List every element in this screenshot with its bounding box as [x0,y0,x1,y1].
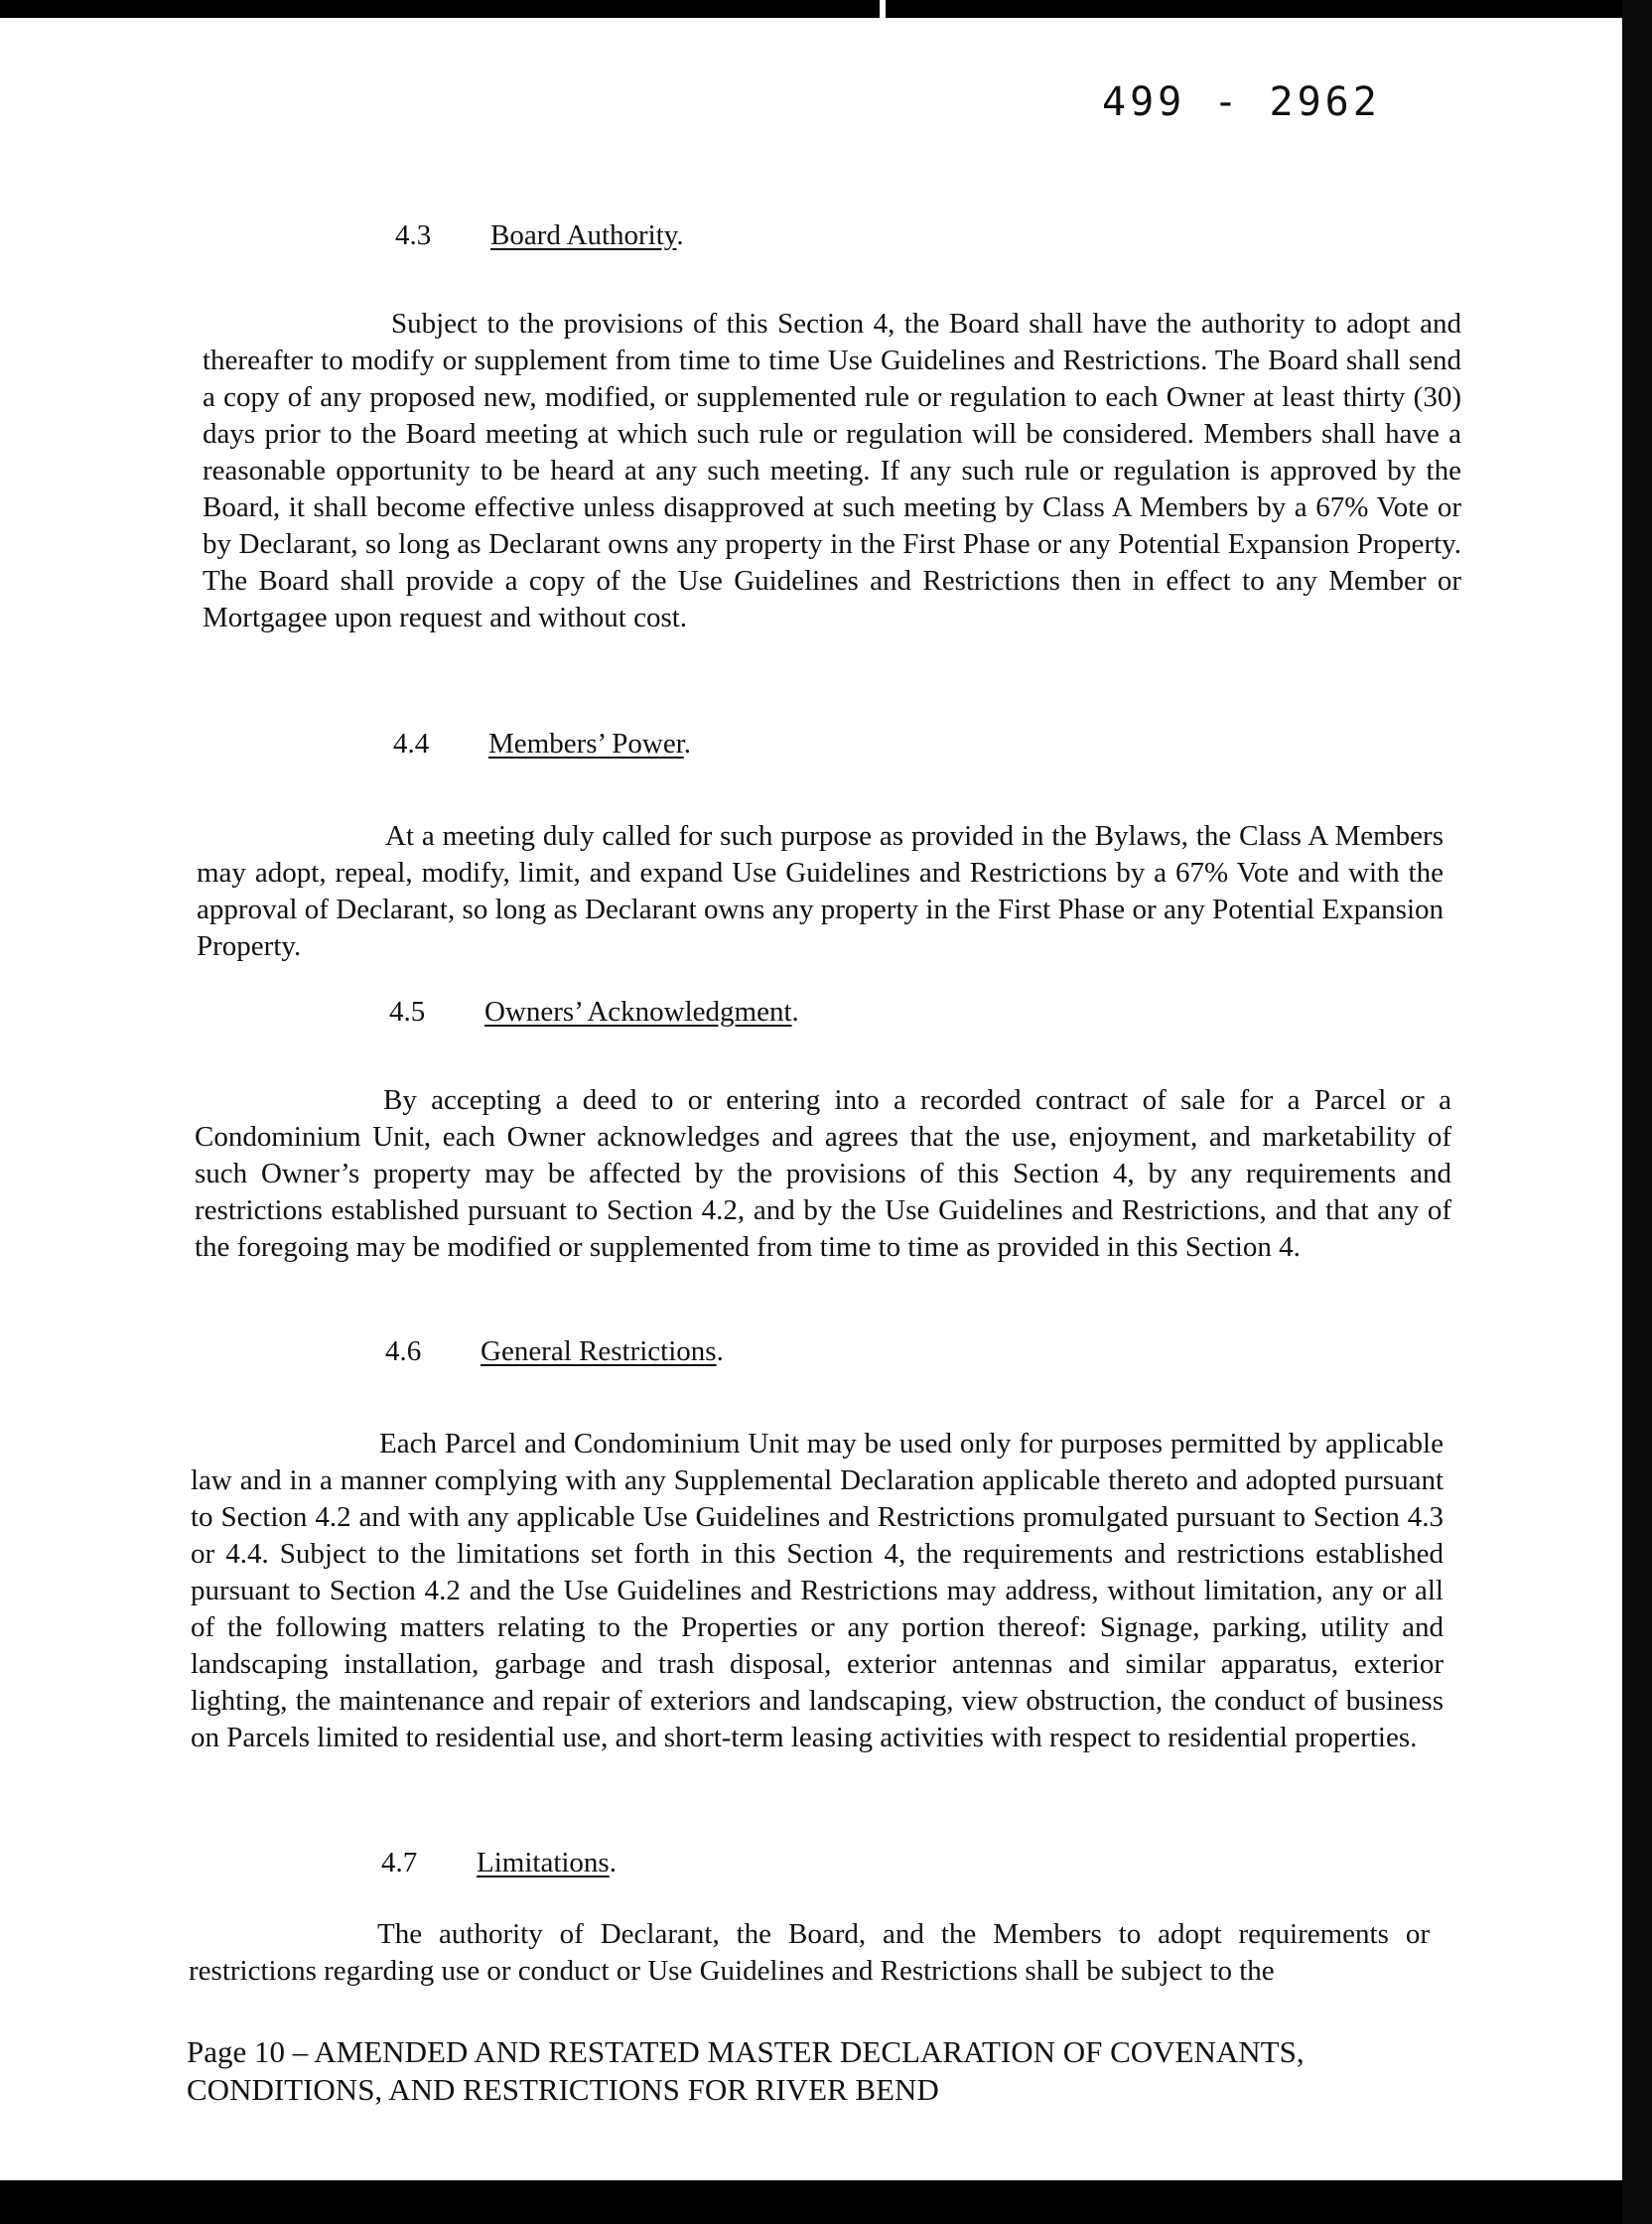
section-text: Each Parcel and Condominium Unit may be used only for purposes permitted by applicable law and in a manner complying with any Supplemental Declaration applicable thereto and adopted pursuant to Section 4.2 and with any applicable Use Guidelines and Restrictions promulgated pursuant to Section 4.3 or 4.4. Subject to the limitations set forth in this Section 4, the requirements and restrictions established pursuant to Section 4.2 and the Use Guidelines and Restrictions may address, without limitation, any or all of the following matters relating to the Properties or any portion thereof: Signage, parking, utility and landscaping installation, garbage and trash disposal, exterior antennas and similar apparatus, exterior lighting, the maintenance and repair of exteriors and landscaping, view obstruction, the conduct of business on Parcels limited to residential use, and short-term leasing activities with respect to residential properties. [191,1428,1444,1753]
section-text: Subject to the provisions of this Section 4, the Board shall have the authority to adopt and thereafter to modify or supplement from time to time Use Guidelines and Restrictions. The Board shall send a copy of any proposed new, modified, or supplemented rule or regulation to each Owner at least thirty (30) days prior to the Board meeting at which such rule or regulation will be considered. Members shall have a reasonable opportunity to be heard at any such meeting. If any such rule or regulation is approved by the Board, it shall become effective unless disapproved at such meeting by Class A Members by a 67% Vote or by Declarant, so long as Declarant owns any property in the First Phase or any Potential Expansion Property. The Board shall provide a copy of the Use Guidelines and Restrictions then in effect to any Member or Mortgagee upon request and without cost. [203,308,1461,633]
section-heading-4-3: 4.3 Board Authority. [395,219,684,251]
section-heading-4-4: 4.4 Members’ Power. [393,728,692,760]
section-number: 4.6 [385,1335,422,1367]
section-body-4-4 [197,818,1444,965]
section-body-4-3 [203,306,1461,636]
section-heading-4-5: 4.5 Owners’ Acknowledgment. [389,996,799,1028]
section-heading-4-7: 4.7 Limitations. [381,1847,617,1878]
section-body-4-7 [189,1916,1430,1990]
section-body-4-5 [195,1082,1451,1266]
document-number: 499 - 2962 [1102,79,1381,125]
section-number: 4.7 [381,1847,418,1878]
scan-border [1622,0,1652,2224]
section-text: The authority of Declarant, the Board, and the Members to adopt requirements or restrictions regarding use or conduct or Use Guidelines and Restrictions shall be subject to the [189,1918,1430,1987]
page-footer [187,2033,1477,2109]
section-text: At a meeting duly called for such purpose as provided in the Bylaws, the Class A Members may adopt, repeal, modify, limit, and expand Use Guidelines and Restrictions by a 67% Vote and with the approval of Declarant, so long as Declarant owns any property in the First Phase or any Potential Expansion Property. [197,820,1444,962]
section-number: 4.5 [389,996,426,1028]
document-page [0,18,1622,2180]
section-number: 4.4 [393,728,430,760]
section-number: 4.3 [395,219,432,251]
section-title: Board Authority [490,219,677,251]
section-heading-4-6: 4.6 General Restrictions. [385,1335,724,1367]
footer-line-1: Page 10 – AMENDED AND RESTATED MASTER DECLARATION OF COVENANTS, [187,2034,1305,2069]
section-title: Members’ Power [488,728,684,760]
section-title: Owners’ Acknowledgment [484,996,792,1028]
section-body-4-6 [191,1426,1444,1756]
section-title: General Restrictions [481,1335,717,1367]
footer-line-2: CONDITIONS, AND RESTRICTIONS FOR RIVER BEND [187,2072,939,2107]
section-text: By accepting a deed to or entering into a recorded contract of sale for a Parcel or a Condominium Unit, each Owner acknowledges and agrees that the use, enjoyment, and marketability of such Owner’s property may be affected by the provisions of this Section 4, by any requirements and restrictions established pursuant to Section 4.2, and by the Use Guidelines and Restrictions, and that any of the foregoing may be modified or supplemented from time to time as provided in this Section 4. [195,1084,1451,1263]
section-title: Limitations [477,1847,610,1878]
